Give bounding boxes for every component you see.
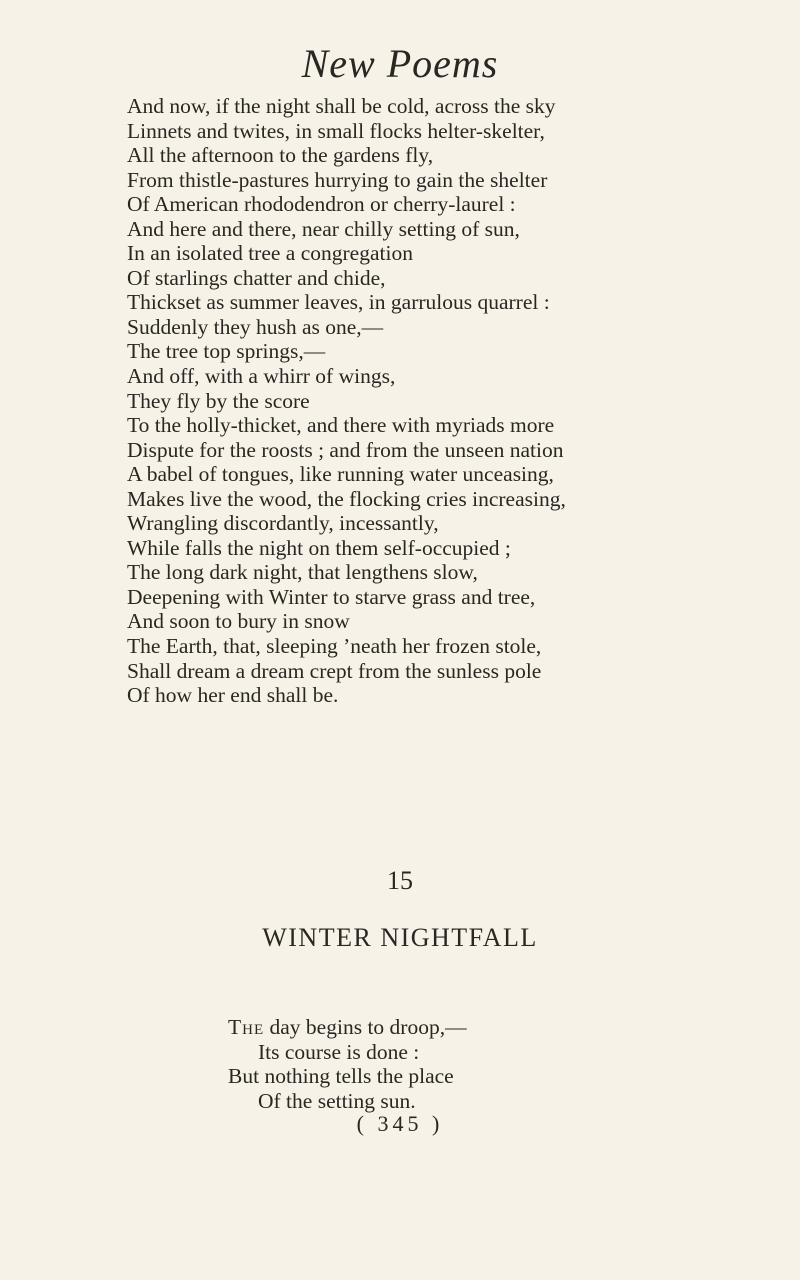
poem-line: Of starlings chatter and chide, [127,265,386,290]
poem-line: And now, if the night shall be cold, across the sky [127,94,556,118]
poem-line: Of American rhododendron or cherry-laurel : [127,192,516,217]
poem-line: Wrangling discordantly, incessantly, [127,511,439,536]
poem-line: The long dark night, that lengthens slow, [127,560,478,585]
poem-line: Of the setting sun. [258,1088,416,1113]
poem-line: Shall dream a dream crept from the sunless pole [127,658,542,683]
poem-line [228,1015,728,1040]
poem-line: The tree top springs,— [127,339,326,364]
poem-line: Makes live the wood, the flocking cries increasing, [127,486,566,511]
poem-line: And here and there, near chilly setting of sun, [127,216,520,241]
small-caps-first-word: The [228,1015,265,1039]
poem-line: The Earth, that, sleeping ’neath her frozen stole, [127,634,542,659]
poem-line: And soon to bury in snow [127,609,350,634]
poem-line: Of how her end shall be. [127,683,339,708]
poem-line: All the afternoon to the gardens fly, [127,143,434,168]
running-head: New Poems [301,41,499,86]
poem-stanza [127,94,767,708]
poem-line: Its course is done : [258,1039,420,1064]
poem-line: Thickset as summer leaves, in garrulous quarrel : [127,290,550,315]
poem-line: In an isolated tree a congregation [127,241,413,266]
page-number: ( 345 ) [356,1111,444,1136]
poem-line: Deepening with Winter to starve grass and tree, [127,584,536,609]
poem-line: To the holly-thicket, and there with myriads more [127,413,555,438]
poem-line: While falls the night on them self-occupied ; [127,535,511,560]
poem-line: They fly by the score [127,388,310,413]
section-title: WINTER NIGHTFALL [262,923,538,952]
poem-line: Dispute for the roosts ; and from the unseen nation [127,437,564,462]
poem-line: Suddenly they hush as one,— [127,314,384,339]
poem-line: A babel of tongues, like running water unceasing, [127,462,554,487]
first-line-rest: day begins to droop,— [264,1015,467,1039]
winter-nightfall-poem [228,1015,728,1113]
poem-line: From thistle-pastures hurrying to gain the shelter [127,167,548,192]
poem-line: Linnets and twites, in small flocks helter-skelter, [127,118,545,143]
poem-line: And off, with a whirr of wings, [127,364,396,389]
poem-line: But nothing tells the place [228,1064,454,1088]
section-number: 15 [387,866,413,895]
